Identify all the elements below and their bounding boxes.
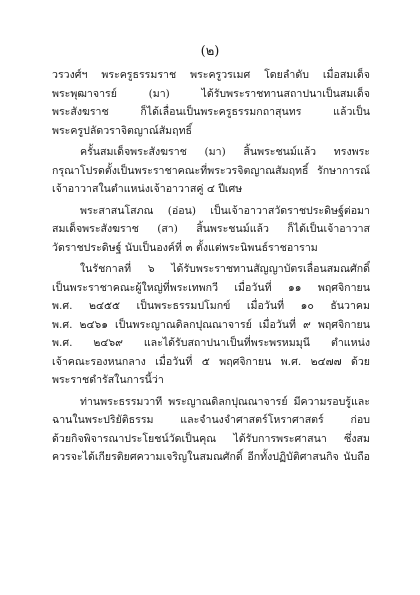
text-line: พระราชดำรัสในการนี้ว่า xyxy=(52,374,164,386)
text-line: ด้วยกิจพิจารณาประโยชน์วัดเป็นคุณ ได้รับการพระศาสนา ซึ่งสม xyxy=(52,432,370,445)
text-line: พระสาสนโสภณ (อ่อน) เป็นเจ้าอาวาสวัดราชประดิษฐ์ต่อมา xyxy=(80,204,370,217)
text-line: สมเด็จพระสังฆราช (สา) สิ้นพระชนม์แล้ว ก็ได้เป็นเจ้าอาวาส xyxy=(52,223,370,235)
body-text xyxy=(52,66,370,470)
text-line: พระสังฆราช ก็ได้เลื่อนเป็นพระครูธรรมกถาสุนทร แล้วเป็น xyxy=(52,106,370,118)
text-line: เป็นพระราชาคณะผู้ใหญ่ที่พระเทพกวี เมื่อวันที่ ๑๑ พฤศจิกายน xyxy=(52,281,370,294)
page-number: (๒) xyxy=(200,44,220,59)
text-line: ฉานในพระปริยัติธรรม และจำนงจำศาสตร์โหราศาสตร์ ก่อบ xyxy=(52,414,370,426)
paragraph-3 xyxy=(52,202,370,258)
text-line: วรวงศ์ฯ พระครูธรรมราช พระครูวรเมศ โดยลำดับ เมื่อสมเด็จ xyxy=(52,69,370,81)
paragraph-2 xyxy=(52,143,370,199)
text-line: พ.ศ. ๒๔๖๑ เป็นพระญาณดิลกปุณณาจารย์ เมื่อวันที่ ๙ พฤศจิกายน xyxy=(52,318,370,331)
text-line: เจ้าอาวาสในตำแหน่งเจ้าอาวาสคู่ ๔ ปีเศษ xyxy=(52,183,243,195)
paragraph-5 xyxy=(52,393,370,467)
text-line: พ.ศ. ๒๔๖๙ และได้รับสถาปนาเป็นที่พระพรหมมุนี ตำแหน่ง xyxy=(52,337,370,349)
text-line: พระพุฒาจารย์ (มา) ได้รับพระราชทานสถาปนาเป็นสมเด็จ xyxy=(52,87,370,100)
text-line: วัดราชประดิษฐ์ นับเป็นองค์ที่ ๓ ตั้งแต่พระนิพนธ์ราชอาราม xyxy=(52,241,318,254)
paragraph-4 xyxy=(52,260,370,390)
text-line: กรุณาโปรดตั้งเป็นพระราชาคณะที่พระวรจิตญาณสัมฤทธิ์ รักษาการณ์ xyxy=(52,164,370,177)
text-line: ควรจะได้เกียรติยศความเจริญในสมณศักดิ์ อีกทั้งปฏิบัติศาสนกิจ นับถือ xyxy=(52,451,370,463)
text-line: พ.ศ. ๒๔๕๕ เป็นพระธรรมปโมกข์ เมื่อวันที่ ๑๐ ธันวาคม xyxy=(52,300,370,312)
text-line: ในรัชกาลที่ ๖ ได้รับพระราชทานสัญญาบัตรเลื่อนสมณศักดิ์ xyxy=(80,263,370,275)
paragraph-1 xyxy=(52,66,370,140)
text-line: ครั้นสมเด็จพระสังฆราช (มา) สิ้นพระชนม์แล้ว ทรงพระ xyxy=(80,146,370,158)
text-line: เจ้าคณะรองหนกลาง เมื่อวันที่ ๕ พฤศจิกายน พ.ศ. ๒๔๗๗ ด้วย xyxy=(52,355,370,368)
text-line: ท่านพระธรรมวาที พระญาณดิลกปุณณาจารย์ มีความรอบรู้และ xyxy=(80,395,370,408)
text-line: พระครูปลัดวราจิตญาณ์สัมฤทธิ์ xyxy=(52,124,193,137)
